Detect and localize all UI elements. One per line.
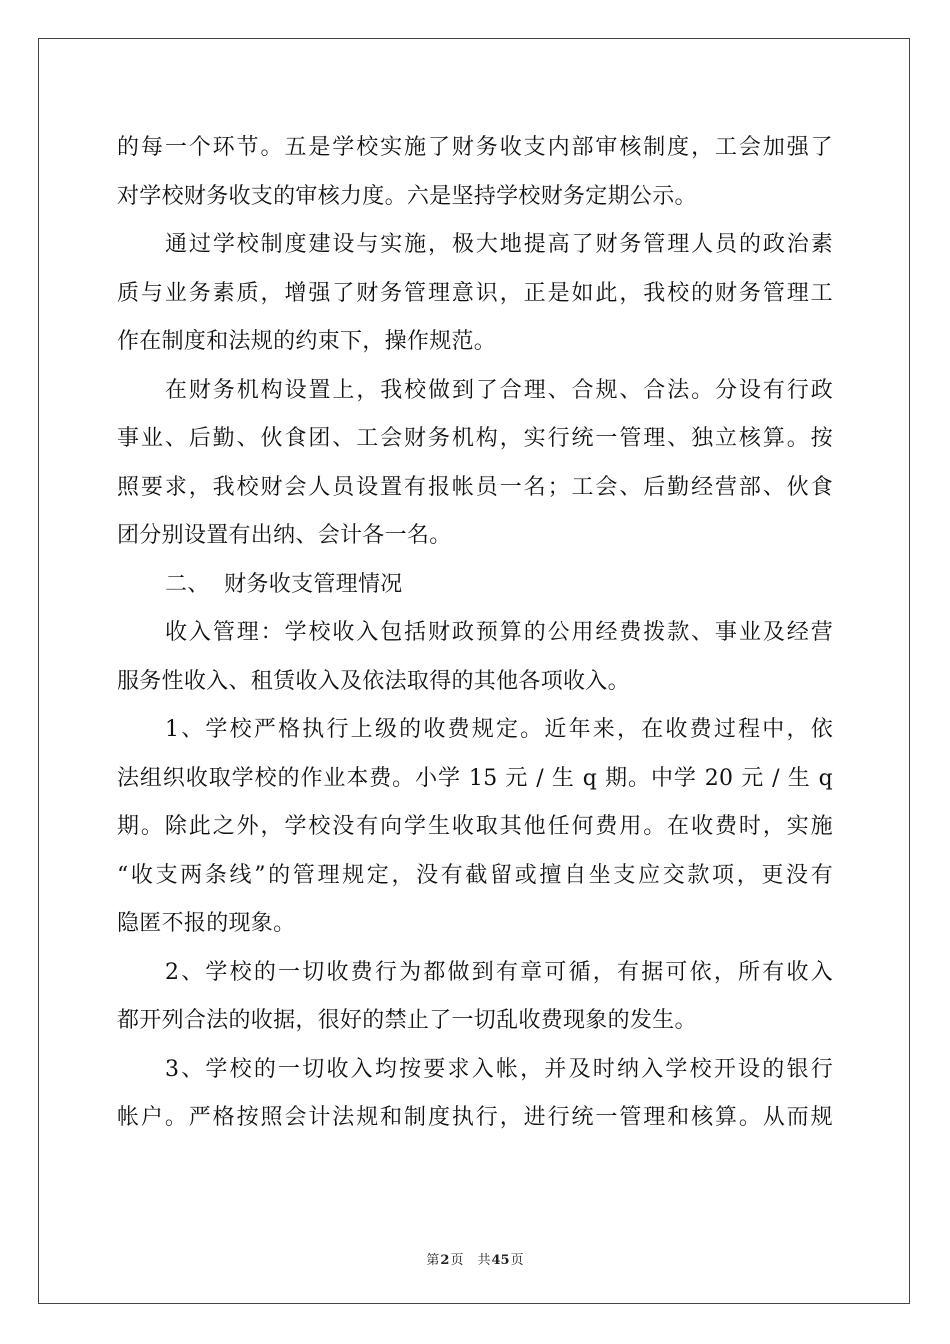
text-line: 通过学校制度建设与实施，极大地提高了财务管理人员的政治素	[165, 232, 833, 257]
page-suffix: 页	[450, 1253, 464, 1268]
text-line: 团分别设置有出纳、会计各一名。	[117, 523, 452, 548]
total-pages: 45	[491, 1253, 510, 1268]
text-line: 隐匿不报的现象。	[117, 911, 296, 936]
document-body	[117, 124, 833, 1143]
text-line: 法组织收取学校的作业本费。小学 15 元 / 生 q 期。中学 20 元 / 生 q	[117, 765, 833, 791]
text-line: 2、学校的一切收费行为都做到有章可循，有据可依，所有收入	[165, 959, 833, 985]
text-line: 都开列合法的收据，很好的禁止了一切乱收费现象的发生。	[117, 1008, 697, 1033]
text-line: 帐户。严格按照会计法规和制度执行，进行统一管理和核算。从而规	[117, 1105, 833, 1130]
text-line: 3、学校的一切收入均按要求入帐，并及时纳入学校开设的银行	[165, 1056, 833, 1082]
text-line: 的每一个环节。五是学校实施了财务收支内部审核制度，工会加强了	[117, 135, 833, 160]
text-line: 作在制度和法规的约束下，操作规范。	[117, 329, 497, 354]
text-line: 收入管理：学校收入包括财政预算的公用经费拨款、事业及经营	[165, 620, 833, 645]
text-line: 质与业务素质，增强了财务管理意识，正是如此，我校的财务管理工	[117, 280, 833, 306]
page-footer	[0, 1249, 950, 1268]
text-line: “收支两条线”的管理规定，没有截留或擅自坐支应交款项，更没有	[117, 862, 833, 888]
total-suffix: 页	[510, 1253, 524, 1268]
text-line: 服务性收入、租赁收入及依法取得的其他各项收入。	[117, 668, 630, 694]
text-line: 在财务机构设置上，我校做到了合理、合规、合法。分设有行政	[165, 377, 833, 403]
total-prefix: 共	[477, 1253, 491, 1268]
text-line: 期。除此之外，学校没有向学生收取其他任何费用。在收费时，实施	[117, 814, 833, 839]
text-line: 对学校财务收支的审核力度。六是坚持学校财务定期公示。	[117, 183, 697, 209]
text-line: 照要求，我校财会人员设置有报帐员一名；工会、后勤经营部、伙食	[117, 474, 833, 500]
page-prefix: 第	[426, 1253, 440, 1268]
section-heading: 二、 财务收支管理情况	[165, 571, 403, 597]
text-line: 1、学校严格执行上级的收费规定。近年来，在收费过程中，依	[165, 717, 833, 742]
text-line: 事业、后勤、伙食团、工会财务机构，实行统一管理、独立核算。按	[117, 426, 833, 451]
page-number: 2	[440, 1253, 450, 1268]
